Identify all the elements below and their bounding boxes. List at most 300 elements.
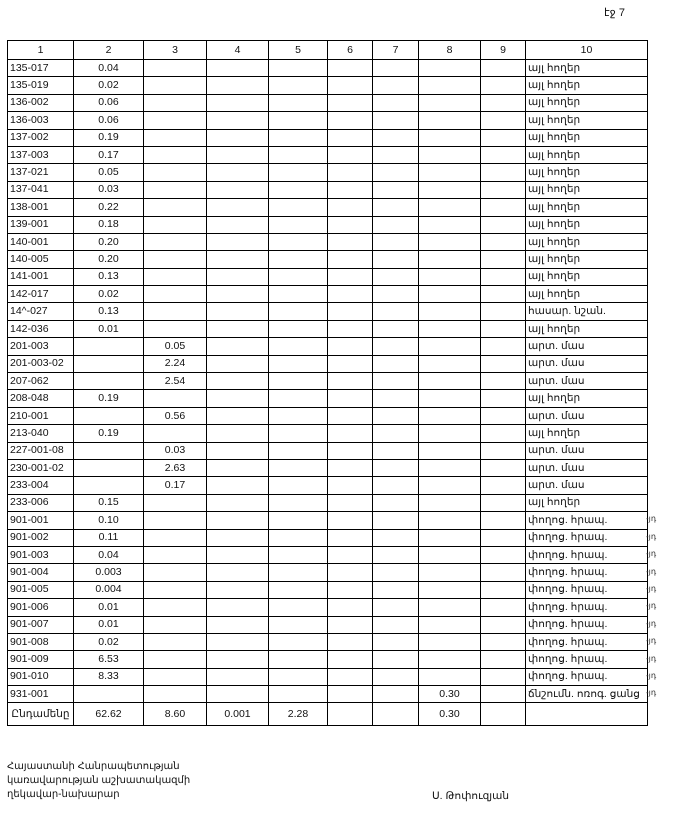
cell-col-4: [207, 286, 269, 303]
cell-col-1: Ընդամենը: [8, 703, 74, 726]
cell-col-10: այլ հողեր: [526, 60, 648, 77]
cell-col-2: 0.03: [74, 181, 144, 198]
cell-col-10: փողոց. հրապ.: [526, 529, 648, 546]
cell-col-9: [481, 251, 526, 268]
cell-col-9: [481, 686, 526, 703]
cell-col-9: [481, 477, 526, 494]
cell-col-10: արտ. մաս: [526, 407, 648, 424]
cell-col-4: [207, 146, 269, 163]
table-row: [8, 512, 648, 529]
cell-col-6: [328, 703, 373, 726]
cell-col-9: [481, 60, 526, 77]
cell-col-9: [481, 233, 526, 250]
cell-col-3: [144, 77, 207, 94]
cell-col-9: [481, 77, 526, 94]
table-row: [8, 338, 648, 355]
cell-col-9: [481, 633, 526, 650]
cell-col-6: [328, 564, 373, 581]
cell-col-3: [144, 112, 207, 129]
cell-col-8: [419, 181, 481, 198]
cell-col-6: [328, 355, 373, 372]
table-row: [8, 251, 648, 268]
cell-col-5: [269, 546, 328, 563]
cell-col-5: [269, 268, 328, 285]
table-row: [8, 686, 648, 703]
cell-col-10: այլ հողեր: [526, 233, 648, 250]
cell-col-1: 233-006: [8, 494, 74, 511]
cell-col-9: [481, 442, 526, 459]
cell-col-5: [269, 286, 328, 303]
cell-col-9: [481, 303, 526, 320]
cell-col-8: [419, 303, 481, 320]
cell-col-1: 1: [8, 41, 74, 60]
cell-col-2: 0.15: [74, 494, 144, 511]
cell-col-7: [373, 60, 419, 77]
cell-col-5: [269, 686, 328, 703]
cell-col-8: [419, 146, 481, 163]
cell-col-9: [481, 390, 526, 407]
cell-col-5: [269, 94, 328, 111]
cell-col-10: այլ հողեր: [526, 268, 648, 285]
cell-col-3: 0.05: [144, 338, 207, 355]
cell-col-5: [269, 407, 328, 424]
cell-col-2: [74, 459, 144, 476]
margin-mark: -յդ: [646, 636, 657, 646]
cell-col-9: [481, 164, 526, 181]
cell-col-9: [481, 459, 526, 476]
table-row: [8, 112, 648, 129]
cell-col-8: [419, 129, 481, 146]
cell-col-3: [144, 251, 207, 268]
cell-col-2: 0.01: [74, 599, 144, 616]
cell-col-1: 139-001: [8, 216, 74, 233]
cell-col-10: այլ հողեր: [526, 129, 648, 146]
cell-col-5: [269, 251, 328, 268]
cell-col-4: [207, 477, 269, 494]
cell-col-2: 0.003: [74, 564, 144, 581]
cell-col-3: 0.17: [144, 477, 207, 494]
cell-col-7: [373, 251, 419, 268]
table-row: [8, 459, 648, 476]
signature-title-line-3: ղեկավար-նախարար: [7, 789, 120, 800]
cell-col-9: [481, 373, 526, 390]
cell-col-4: [207, 407, 269, 424]
table-row: [8, 216, 648, 233]
cell-col-5: [269, 599, 328, 616]
table-row: [8, 320, 648, 337]
table-row: [8, 199, 648, 216]
cell-col-2: [74, 477, 144, 494]
cell-col-6: [328, 146, 373, 163]
cell-col-4: [207, 373, 269, 390]
cell-col-6: [328, 129, 373, 146]
cell-col-1: 140-005: [8, 251, 74, 268]
margin-mark: -յդ: [646, 549, 657, 559]
cell-col-3: [144, 199, 207, 216]
cell-col-4: 4: [207, 41, 269, 60]
cell-col-6: [328, 494, 373, 511]
cell-col-2: 0.11: [74, 529, 144, 546]
cell-col-5: [269, 129, 328, 146]
cell-col-9: [481, 112, 526, 129]
cell-col-1: 230-001-02: [8, 459, 74, 476]
cell-col-5: [269, 77, 328, 94]
cell-col-9: [481, 338, 526, 355]
cell-col-8: [419, 529, 481, 546]
cell-col-10: արտ. մաս: [526, 442, 648, 459]
cell-col-8: [419, 373, 481, 390]
cell-col-9: [481, 355, 526, 372]
table-row: [8, 668, 648, 685]
cell-col-2: 0.004: [74, 581, 144, 598]
cell-col-9: [481, 94, 526, 111]
cell-col-8: [419, 233, 481, 250]
cell-col-2: 0.06: [74, 94, 144, 111]
cell-col-5: 5: [269, 41, 328, 60]
cell-col-6: [328, 320, 373, 337]
cell-col-10: հասար. նշան.: [526, 303, 648, 320]
cell-col-4: [207, 564, 269, 581]
cell-col-3: [144, 668, 207, 685]
cell-col-4: [207, 112, 269, 129]
cell-col-5: [269, 233, 328, 250]
cell-col-6: [328, 303, 373, 320]
cell-col-7: [373, 146, 419, 163]
cell-col-7: [373, 129, 419, 146]
table-row: [8, 442, 648, 459]
cell-col-9: [481, 581, 526, 598]
cell-col-8: [419, 477, 481, 494]
cell-col-8: [419, 60, 481, 77]
cell-col-9: [481, 407, 526, 424]
cell-col-5: [269, 651, 328, 668]
cell-col-8: [419, 77, 481, 94]
cell-col-6: [328, 199, 373, 216]
cell-col-4: [207, 320, 269, 337]
cell-col-1: 137-021: [8, 164, 74, 181]
cell-col-5: [269, 390, 328, 407]
cell-col-4: [207, 494, 269, 511]
cell-col-2: 0.20: [74, 233, 144, 250]
cell-col-7: [373, 442, 419, 459]
cell-col-8: [419, 564, 481, 581]
table-row: [8, 286, 648, 303]
cell-col-3: 8.60: [144, 703, 207, 726]
table-row: [8, 181, 648, 198]
cell-col-5: [269, 668, 328, 685]
cell-col-9: [481, 668, 526, 685]
table-row: [8, 94, 648, 111]
cell-col-6: [328, 512, 373, 529]
cell-col-4: [207, 233, 269, 250]
cell-col-8: [419, 633, 481, 650]
cell-col-7: [373, 338, 419, 355]
cell-col-7: [373, 668, 419, 685]
cell-col-3: [144, 233, 207, 250]
cell-col-10: այլ հողեր: [526, 494, 648, 511]
cell-col-7: [373, 320, 419, 337]
cell-col-4: [207, 268, 269, 285]
cell-col-2: 0.05: [74, 164, 144, 181]
cell-col-1: 141-001: [8, 268, 74, 285]
cell-col-2: 0.18: [74, 216, 144, 233]
cell-col-10: այլ հողեր: [526, 164, 648, 181]
cell-col-9: [481, 703, 526, 726]
cell-col-10: այլ հողեր: [526, 425, 648, 442]
cell-col-4: [207, 459, 269, 476]
cell-col-3: 2.63: [144, 459, 207, 476]
cell-col-2: 0.19: [74, 390, 144, 407]
cell-col-8: [419, 616, 481, 633]
table-row: [8, 494, 648, 511]
cell-col-1: 901-007: [8, 616, 74, 633]
cell-col-5: [269, 338, 328, 355]
cell-col-2: 0.02: [74, 633, 144, 650]
cell-col-6: [328, 94, 373, 111]
cell-col-7: [373, 651, 419, 668]
cell-col-10: այլ հողեր: [526, 94, 648, 111]
cell-col-3: 0.03: [144, 442, 207, 459]
cell-col-6: [328, 546, 373, 563]
cell-col-1: 208-048: [8, 390, 74, 407]
cell-col-10: այլ հողեր: [526, 112, 648, 129]
cell-col-10: արտ. մաս: [526, 477, 648, 494]
cell-col-7: [373, 268, 419, 285]
cell-col-2: 8.33: [74, 668, 144, 685]
cell-col-7: [373, 390, 419, 407]
cell-col-7: [373, 373, 419, 390]
cell-col-5: [269, 199, 328, 216]
cell-col-10: փողոց. հրապ.: [526, 564, 648, 581]
cell-col-4: [207, 651, 269, 668]
cell-col-3: [144, 581, 207, 598]
table-row: [8, 616, 648, 633]
cell-col-8: [419, 599, 481, 616]
cell-col-6: 6: [328, 41, 373, 60]
cell-col-7: [373, 94, 419, 111]
cell-col-5: [269, 425, 328, 442]
table-row: [8, 129, 648, 146]
cell-col-1: 901-010: [8, 668, 74, 685]
cell-col-2: 62.62: [74, 703, 144, 726]
cell-col-2: [74, 442, 144, 459]
table-row: [8, 373, 648, 390]
cell-col-4: [207, 442, 269, 459]
cell-col-2: 0.02: [74, 77, 144, 94]
cell-col-1: 901-001: [8, 512, 74, 529]
cell-col-1: 931-001: [8, 686, 74, 703]
cell-col-6: [328, 425, 373, 442]
cell-col-3: 2.54: [144, 373, 207, 390]
cell-col-4: [207, 512, 269, 529]
cell-col-1: 227-001-08: [8, 442, 74, 459]
table-row: [8, 407, 648, 424]
cell-col-4: [207, 199, 269, 216]
cell-col-4: [207, 686, 269, 703]
cell-col-1: 901-008: [8, 633, 74, 650]
cell-col-2: 0.10: [74, 512, 144, 529]
cell-col-4: [207, 303, 269, 320]
cell-col-3: [144, 60, 207, 77]
margin-mark: -յդ: [646, 653, 657, 663]
cell-col-9: [481, 494, 526, 511]
cell-col-7: [373, 407, 419, 424]
cell-col-4: [207, 216, 269, 233]
cell-col-3: [144, 425, 207, 442]
cell-col-3: [144, 512, 207, 529]
cell-col-5: [269, 442, 328, 459]
cell-col-6: [328, 251, 373, 268]
cell-col-4: [207, 338, 269, 355]
cell-col-5: [269, 581, 328, 598]
cell-col-8: [419, 512, 481, 529]
cell-col-7: [373, 233, 419, 250]
cell-col-3: [144, 616, 207, 633]
cell-col-1: 901-004: [8, 564, 74, 581]
cell-col-8: 0.30: [419, 703, 481, 726]
cell-col-2: 0.01: [74, 616, 144, 633]
cell-col-5: [269, 181, 328, 198]
cell-col-6: [328, 616, 373, 633]
cell-col-2: [74, 686, 144, 703]
margin-mark: -յդ: [646, 531, 657, 541]
cell-col-10: փողոց. հրապ.: [526, 581, 648, 598]
signature-title-line-2: կառավարության աշխատակազմի: [7, 775, 191, 786]
cell-col-6: [328, 112, 373, 129]
cell-col-9: [481, 286, 526, 303]
cell-col-5: [269, 146, 328, 163]
cell-col-6: [328, 216, 373, 233]
cell-col-2: 0.17: [74, 146, 144, 163]
cell-col-5: [269, 633, 328, 650]
cell-col-8: [419, 268, 481, 285]
cell-col-1: 207-062: [8, 373, 74, 390]
cell-col-2: 0.13: [74, 268, 144, 285]
cell-col-6: [328, 407, 373, 424]
table-row: [8, 425, 648, 442]
cell-col-8: [419, 390, 481, 407]
cell-col-8: [419, 668, 481, 685]
cell-col-1: 138-001: [8, 199, 74, 216]
cell-col-5: [269, 60, 328, 77]
cell-col-6: [328, 686, 373, 703]
cell-col-3: [144, 599, 207, 616]
cell-col-8: [419, 251, 481, 268]
cell-col-10: այլ հողեր: [526, 199, 648, 216]
cell-col-4: [207, 546, 269, 563]
signature-block: [7, 760, 190, 802]
cell-col-3: [144, 390, 207, 407]
cell-col-5: [269, 164, 328, 181]
cell-col-7: [373, 216, 419, 233]
cell-col-3: [144, 633, 207, 650]
table-row: [8, 60, 648, 77]
cell-col-3: [144, 216, 207, 233]
cell-col-2: 0.22: [74, 199, 144, 216]
cell-col-10: [526, 703, 648, 726]
cell-col-8: [419, 546, 481, 563]
table-row: [8, 651, 648, 668]
cell-col-10: փողոց. հրապ.: [526, 651, 648, 668]
cell-col-2: [74, 373, 144, 390]
cell-col-6: [328, 668, 373, 685]
cell-col-9: [481, 599, 526, 616]
cell-col-5: [269, 355, 328, 372]
cell-col-8: [419, 407, 481, 424]
cell-col-6: [328, 477, 373, 494]
cell-col-1: 137-003: [8, 146, 74, 163]
cell-col-10: 10: [526, 41, 648, 60]
cell-col-2: 0.06: [74, 112, 144, 129]
cell-col-2: 0.02: [74, 286, 144, 303]
cell-col-4: [207, 390, 269, 407]
cell-col-3: [144, 320, 207, 337]
table-row: [8, 146, 648, 163]
cell-col-3: [144, 286, 207, 303]
cell-col-3: [144, 303, 207, 320]
cell-col-3: [144, 494, 207, 511]
cell-col-7: [373, 581, 419, 598]
cell-col-9: [481, 181, 526, 198]
cell-col-4: [207, 60, 269, 77]
cell-col-3: [144, 129, 207, 146]
cell-col-4: [207, 355, 269, 372]
cell-col-6: [328, 233, 373, 250]
cell-col-5: [269, 320, 328, 337]
cell-col-5: [269, 112, 328, 129]
cell-col-2: 0.04: [74, 60, 144, 77]
cell-col-10: այլ հողեր: [526, 181, 648, 198]
cell-col-2: 0.01: [74, 320, 144, 337]
cell-col-10: այլ հողեր: [526, 320, 648, 337]
cell-col-4: [207, 94, 269, 111]
cell-col-5: [269, 529, 328, 546]
cell-col-1: 136-002: [8, 94, 74, 111]
cell-col-9: [481, 616, 526, 633]
cell-col-7: [373, 459, 419, 476]
cell-col-7: [373, 303, 419, 320]
cell-col-3: [144, 651, 207, 668]
cell-col-1: 135-017: [8, 60, 74, 77]
cell-col-5: [269, 477, 328, 494]
margin-mark: -յդ: [646, 618, 657, 628]
cell-col-5: [269, 512, 328, 529]
cell-col-10: փողոց. հրապ.: [526, 599, 648, 616]
cell-col-7: [373, 564, 419, 581]
cell-col-7: [373, 425, 419, 442]
table-row: [8, 564, 648, 581]
cell-col-2: 6.53: [74, 651, 144, 668]
cell-col-3: [144, 146, 207, 163]
cell-col-8: [419, 651, 481, 668]
cell-col-7: [373, 164, 419, 181]
cell-col-10: փողոց. հրապ.: [526, 616, 648, 633]
cell-col-8: [419, 581, 481, 598]
signer-name: Ս. Թոփուզյան: [432, 790, 510, 802]
table-row: [8, 164, 648, 181]
cell-col-10: փողոց. հրապ.: [526, 546, 648, 563]
cell-col-7: [373, 529, 419, 546]
cell-col-8: [419, 355, 481, 372]
cell-col-7: [373, 477, 419, 494]
cell-col-7: [373, 599, 419, 616]
table-row: [8, 546, 648, 563]
cell-col-1: 140-001: [8, 233, 74, 250]
cell-col-1: 137-002: [8, 129, 74, 146]
cell-col-10: արտ. մաս: [526, 459, 648, 476]
cell-col-10: այլ հողեր: [526, 286, 648, 303]
cell-col-2: [74, 407, 144, 424]
